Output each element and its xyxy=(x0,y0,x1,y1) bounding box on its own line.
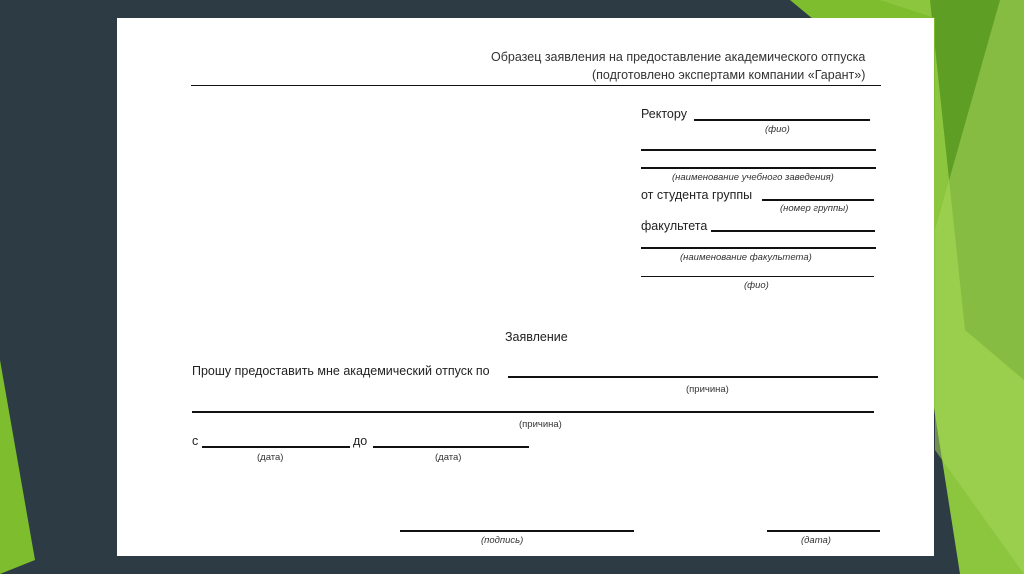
signature-date-caption: (дата) xyxy=(801,535,831,546)
student-group-label: от студента группы xyxy=(641,188,753,202)
rector-label: Ректору xyxy=(641,107,687,121)
reason-line-1 xyxy=(508,376,878,378)
from-label: с xyxy=(192,434,199,448)
date-caption-2: (дата) xyxy=(435,452,462,463)
faculty-name-caption: (наименование факультета) xyxy=(680,252,812,263)
group-number-caption: (номер группы) xyxy=(780,203,849,214)
reason-caption-2: (причина) xyxy=(519,419,562,430)
header-rule xyxy=(191,85,881,86)
to-date-line xyxy=(373,446,529,448)
faculty-name-line xyxy=(641,247,876,249)
reason-caption-1: (причина) xyxy=(686,384,729,395)
faculty-label: факультета xyxy=(641,219,708,233)
signature-caption: (подпись) xyxy=(481,535,524,546)
institution-line-2 xyxy=(641,167,876,169)
document-title: Заявление xyxy=(505,330,568,344)
institution-line-1 xyxy=(641,149,876,151)
student-fio-caption: (фио) xyxy=(744,280,769,291)
date-caption-1: (дата) xyxy=(257,452,284,463)
from-date-line xyxy=(202,446,350,448)
application-form-document xyxy=(117,18,934,556)
rector-name-line xyxy=(694,119,870,121)
signature-date-line xyxy=(767,530,880,532)
document-header-line1: Образец заявления на предоставление академического отпуска xyxy=(491,50,866,64)
reason-line-2 xyxy=(192,411,874,413)
to-label: до xyxy=(353,434,368,448)
institution-caption: (наименование учебного заведения) xyxy=(672,172,834,183)
signature-line xyxy=(400,530,634,532)
green-triangle-left xyxy=(0,360,35,574)
group-number-line xyxy=(762,199,874,201)
document-header-line2: (подготовлено экспертами компании «Гарант») xyxy=(592,68,866,82)
fio-caption: (фио) xyxy=(765,124,790,135)
request-text: Прошу предоставить мне академический отпуск по xyxy=(192,364,490,378)
faculty-line xyxy=(711,230,875,232)
student-fio-line xyxy=(641,276,874,277)
